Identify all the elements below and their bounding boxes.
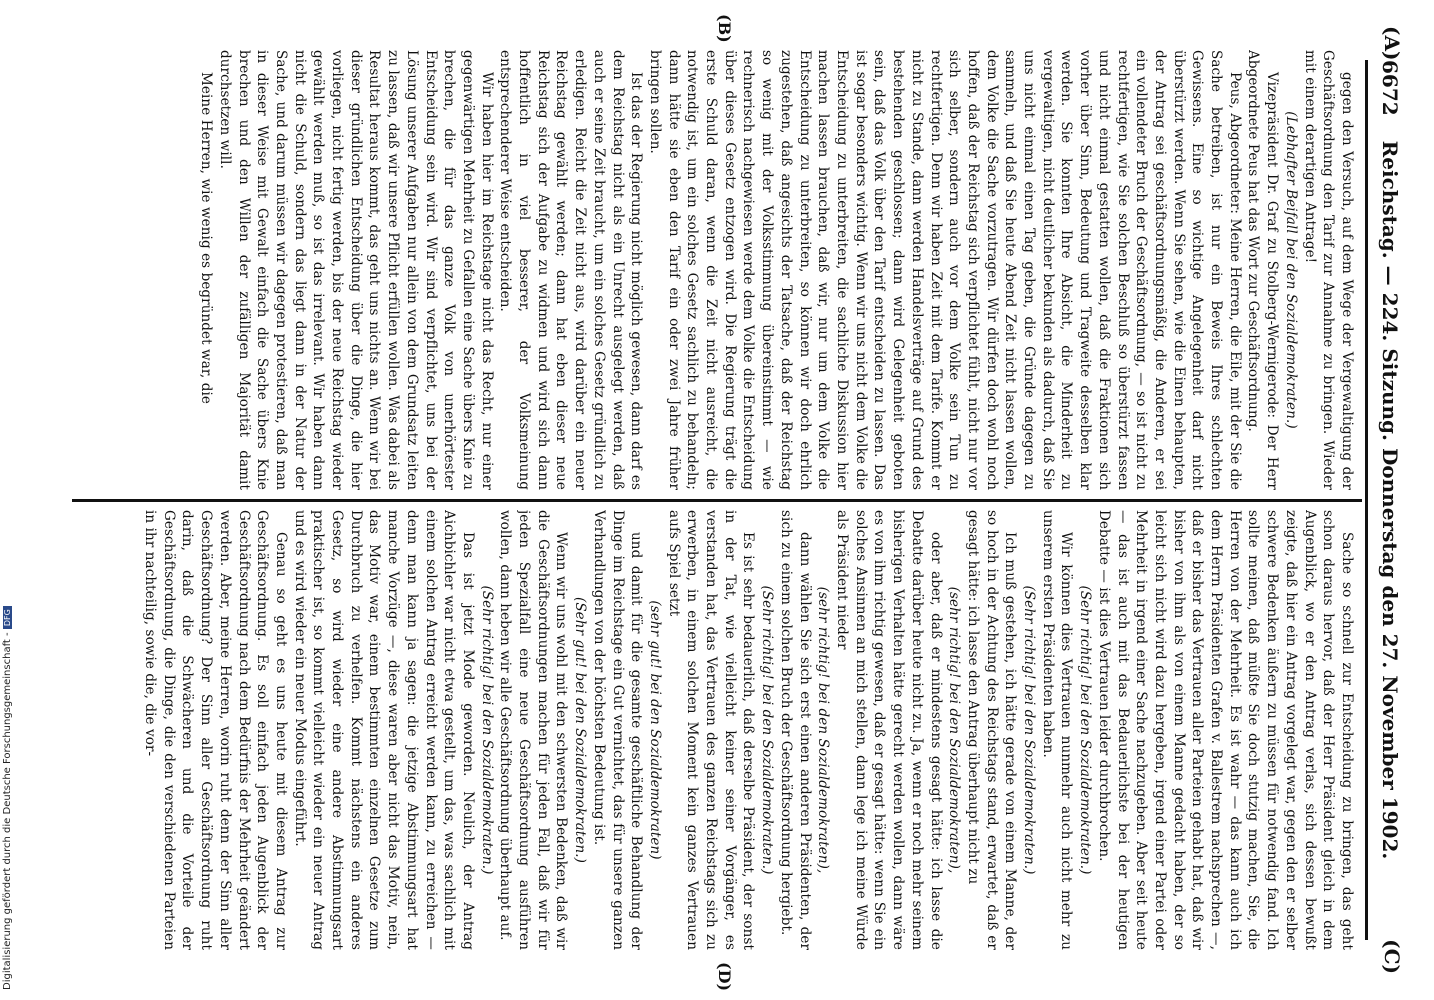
- right-column-paragraph: und damit für die gesamte geschäftliche Behandlung der Dinge im Reichstage ein Gut vernichtet, das für unsere ganzen Verhandlungen von der höchsten Bedeutung ist.: [590, 510, 645, 950]
- right-column-paragraph: Genau so geht es uns heute mit diesem Antrag zur Geschäftsordnung. Es soll einfach jeden Augenblick der Geschäftsordnung nach dem Bedürfnis der Mehrheit geändert werden. Aber, meine Herren, worin ruht denn der Sinn aller Geschäftsordnung? Der Sinn aller Geschäftsordnung ruht darin, daß die Schwächeren und die Vorteile der Geschäftsordnung, die Dinge, die den verschiedenen Parteien in ihr nachteilig, sowie die, die vor-: [142, 510, 289, 950]
- right-column-paragraph: (Sehr richtig! bei den Sozialdemokraten.): [759, 585, 776, 875]
- left-column-paragraph: Wir haben hier im Reichstage nicht das Recht, nur einer gegenwärtigen Mehrheit zu Gefallen eine Sache übers Knie zu brechen, die für das ganze Volk von unerhörtester Entscheidung sein wird. Wir sind verpflichtet, uns bei der Lösung unserer Aufgaben nur allein von dem Grundsatz leiten zu lassen, daß wir unsere Pflicht erfüllen wollen. Was dabei als Resultat heraus kommt, das geht uns nichts an. Wenn wir bei dieser gründlichen Entscheidung über die Dinge, die hier vorliegen, nicht fertig werden, bis der neue Reichstag wieder gewählt werden muß, so ist das irrelevant. Wir haben dann nicht die Schuld, sondern das liegt dann in der Natur der Sache, und darum müssen wir dagegen protestieren, daß man in dieser Weise mit Gewalt einfach die Sache übers Knie brechen und den Willen der zufälligen Majorität damit durchsetzen will.: [216, 50, 495, 490]
- right-column-paragraph: (Sehr richtig! bei den Sozialdemokraten.): [478, 585, 495, 875]
- left-column-paragraph: Meine Herren, wie wenig es begründet war, die: [198, 72, 215, 404]
- margin-marker-a: (A): [1380, 26, 1404, 61]
- dfg-logo: DFG: [3, 606, 12, 629]
- right-column-paragraph: Wenn wir uns wohl mit den schwersten Bedenken, daß wir die Geschäftsordnungen machen für jeden Fall, daß wir für jeden Spezialfall eine neue Geschäftsordnung ausführen wollen, dann heben wir alle Geschäftsordnung überhaupt auf.: [497, 510, 570, 950]
- right-column-paragraph: (sehr gut! bei den Sozialdemokraten): [646, 600, 663, 860]
- page-title: Reichstag. — 224. Sitzung. Donnerstag den 27. November 1902.: [1378, 140, 1402, 860]
- page-header: [1364, 26, 1412, 974]
- right-column-paragraph: (sehr richtig! bei den Sozialdemokraten),: [946, 586, 963, 874]
- left-column-paragraph: (Lebhafter Beifall bei den Sozialdemokraten.): [1282, 111, 1299, 429]
- right-column-paragraph: Sache so schnell zur Entscheidung zu bringen, das geht schon daraus hervor, daß der Herr Präsident gleich in dem Augenblick, wo er den Antrag verlas, sich dessen bewußt zeigte, daß hier ein Antrag vorgelegt war, gegen den er selber schwere Bedenken äußern zu müssen für notwendig fand. Ich sollte meinen, daß müßte Sie doch stutzig machen, Sie, die Herren von der Mehrheit. Es ist wahr — das kann auch ich dem Herrn Präsidenten Grafen v. Ballestrem nachsprechen —, daß er bisher das Vertrauen aller Parteien gehabt hat, daß wir bisher von ihm als von einem Manne gedacht haben, der so leicht sich nicht wird dazu hergeben, irgend einer Partei oder Mehrheit in irgend einer Sache nachzugeben. Aber seit heute — das ist auch mit das Bedauerlichste bei der heutigen Debatte — ist dies Vertrauen leider durchbrochen.: [1095, 510, 1355, 950]
- left-column-paragraph: Peus, Abgeordneter: Meine Herren, die Eile, mit der Sie die Sache betreiben, ist nur ein Beweis Ihres schlechten Gewissens. Eine so wichtige Angelegenheit darf nicht überstürzt werden. Wenn Sie sehen, wie die Einen behaupten, der Antrag sei geschäftsordnungsmäßig, die Anderen, er sei ein vollendeter Bruch der Geschäftsordnung, — so ist nicht zu rechtfertigen, wie Sie solchen Beschluß so überstürzt fassen und nicht einmal gestatten wollen, daß die Fraktionen sich vorher über Sinn, Bedeutung und Tragweite desselben klar werden. Sie konnten Ihre Absicht, die Minderheit zu vergewaltigen, nicht deutlicher bekunden als dadurch, daß Sie uns nicht einmal einen Tag geben, die Gründe dagegen zu sammeln, und daß Sie heute Abend Zeit nicht lassen wollen, dem Volke die Sache vorzutragen. Wir dürfen doch wohl noch hoffen, daß der Reichstag sich verpflichtet fühlt, nicht nur vor sich selber, sondern auch vor dem Volke sein Tun zu rechtfertigen. Denn wir haben Zeit mit dem Tarife. Kommt er nicht zu Stande, dann werden Handelsverträge auf Grund des bestehenden geschlossen; dann wird Gelegenheit geboten sein, daß das Volk über den Tarif entscheiden zu lassen. Das ist sogar besonders wichtig. Wenn wir uns nicht dem Volke die Entscheidung zu unterbreiten, die sachliche Diskussion hier machen lassen brauchen, daß wir, nur um dem Volke die Entscheidung zu unterbreiten, so können wir doch ehrlich zugestehen, daß angesichts der Tatsache, daß der Reichstag so wenig mit der Volksstimmung übereinstimmt — wie rechnerisch nachgewiesen werde dem Volke die Entscheidung über dieses Gesetz entzogen wird. Die Regierung trägt die erste Schuld daran, wenn die Zeit nicht ausreicht, die notwendig ist, um ein solches Gesetz sachlich zu behandeln; dann hätte sie eben den Tarif ein oder zwei Jahre früher bringen sollen.: [646, 50, 1243, 490]
- header-rule: [1365, 60, 1368, 940]
- right-column-paragraph: (Sehr richtig! bei den Sozialdemokraten.): [1077, 585, 1094, 875]
- right-column-paragraph: Das ist jetzt Mode geworden. Neulich, der Antrag Aichbichler war nicht etwa gestellt, um das, was sachlich mit einem solchen Antrag erreicht werden kann, zu erreichen — denn man kann ja sagen: die jetzige Abstimmungsart hat manche Vorzüge —, diese waren aber nicht das Motiv, nein, das Motiv war, einem bestimmten einzelnen Gesetze zum Durchbruch zu verhelfen. Kommt nächstens ein anderes Gesetz, so wird wieder eine andere Abstimmungsart praktischer ist, so kommt vielleicht wieder ein neuer Antrag und es wird wieder ein neuer Modus eingeführt.: [291, 510, 476, 950]
- digitization-credit: Digitalisierung gefördert durch die Deutsche Forschungsgemeinschaft -: [2, 632, 13, 990]
- right-column-paragraph: Es ist sehr bedauerlich, daß derselbe Präsident, der sonst in der Tat, wie vielleicht keiner seiner Vorgänger, es verstanden hat, das Vertrauen des ganzen Reichstags sich zu erwerben, in einem solchen Moment kein ganzes Vertrauen aufs Spiel setzt: [665, 510, 757, 950]
- right-column-paragraph: dann wählen Sie sich erst einen anderen Präsidenten, der sich zu einem solchen Bruch der Geschäftsordnung hergiebt.: [777, 510, 813, 950]
- left-column: [66, 50, 1356, 490]
- right-column-paragraph: Wir können dies Vertrauen nunmehr auch nicht mehr zu unserem ersten Präsidenten haben.: [1039, 510, 1075, 950]
- right-column: [66, 510, 1356, 950]
- margin-marker-c: (C): [1380, 939, 1404, 974]
- page-number: 6672: [1378, 60, 1402, 116]
- margin-marker-b: (B): [715, 14, 734, 43]
- footer-strip: [0, 0, 18, 1000]
- right-column-paragraph: (sehr richtig! bei den Sozialdemokraten),: [815, 586, 832, 874]
- left-column-paragraph: gegen den Versuch, auf dem Wege der Vergewaltigung der Geschäftsordnung den Tarif zur Annahme zu bringen. Wieder mit einem derartigen Antrage!: [1301, 50, 1355, 490]
- left-column-paragraph: Vizepräsident Dr. Graf zu Stolberg-Wernigerode: Der Herr Abgeordnete Peus hat das Wort zur Geschäftsordnung.: [1245, 50, 1281, 490]
- right-column-paragraph: (Sehr gut! bei den Sozialdemokraten.): [572, 596, 589, 864]
- right-column-paragraph: oder aber, daß er mindestens gesagt hätte: ich lasse die Debatte darüber heute nicht zu. Ja, wenn er noch mehr seinem bisherigen Verhalten hätte gerecht werden wollen, dann wäre es von ihm richtig gewesen, daß er gesagt hätte: wenn Sie ein solches Ansinnen an mich stellen, dann lege ich meine Würde als Präsident nieder: [834, 510, 944, 950]
- right-column-paragraph: Ich muß gestehen, ich hätte gerade von einem Manne, der so hoch in der Achtung des Reichstags stand, erwartet, daß er gesagt hätte: ich lasse den Antrag überhaupt nicht zu: [964, 510, 1019, 950]
- column-divider: [72, 499, 1362, 502]
- margin-marker-d: (D): [715, 962, 734, 992]
- left-column-paragraph: Ist das der Regierung nicht möglich gewesen, dann darf es dem Reichstag nicht als ein Unrecht ausgelegt werden, daß auch er seine Zeit braucht, um ein solches Gesetz gründlich zu erledigen. Reicht die Zeit nicht aus, wird darüber ein neuer Reichstag gewählt werden; dann hat eben dieser neue Reichstag sich der Aufgabe zu widmen und wird sich dann hoffentlich in viel besserer, der Volksmeinung entsprechenderer Weise entscheiden.: [497, 50, 645, 490]
- right-column-paragraph: (Sehr richtig! bei den Sozialdemokraten.): [1021, 585, 1038, 875]
